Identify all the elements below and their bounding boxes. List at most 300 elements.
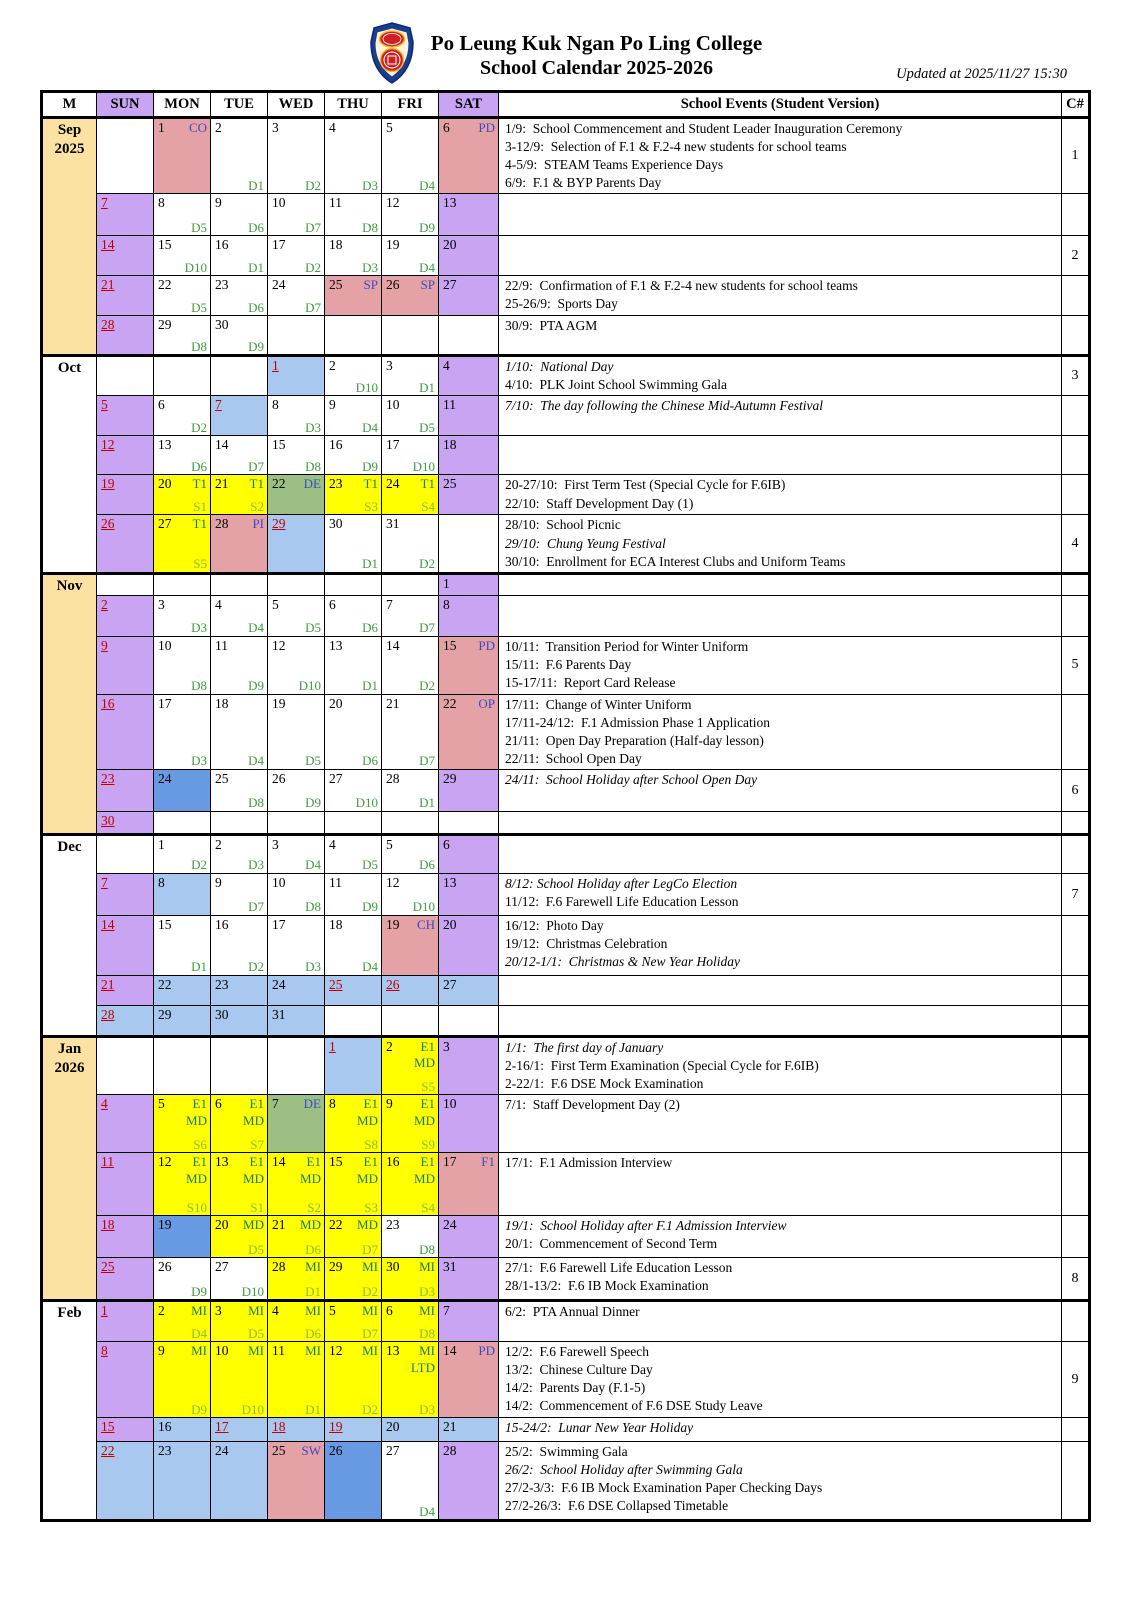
day-number: 7 bbox=[443, 1303, 450, 1319]
day-cell bbox=[211, 316, 268, 356]
exam-code: E1 bbox=[306, 1154, 321, 1170]
day-cell bbox=[325, 1301, 382, 1342]
event-text: 20-27/10: First Term Test (Special Cycle for F.6IB) bbox=[505, 477, 786, 493]
exam-code: E1 bbox=[192, 1096, 207, 1112]
event-code: OP bbox=[478, 695, 495, 711]
cycle-label: D6 bbox=[305, 1241, 321, 1257]
cycle-number-cell bbox=[1062, 194, 1090, 236]
day-cell bbox=[325, 118, 382, 194]
day-number: 12 bbox=[272, 637, 286, 653]
day-codes bbox=[248, 1343, 264, 1359]
day-number: 8 bbox=[443, 596, 450, 612]
column-header-mon: MON bbox=[154, 92, 211, 118]
day-number: 29 bbox=[158, 317, 172, 333]
day-cell bbox=[382, 1095, 439, 1153]
cycle-label: D8 bbox=[305, 899, 321, 915]
day-cell bbox=[97, 1153, 154, 1216]
day-number: 9 bbox=[101, 637, 108, 653]
day-cell bbox=[439, 636, 499, 694]
day-cell bbox=[211, 1153, 268, 1216]
cycle-number-cell: 1 bbox=[1062, 118, 1090, 194]
day-cell bbox=[325, 194, 382, 236]
day-cell bbox=[382, 1301, 439, 1342]
cycle-label: S9 bbox=[421, 1136, 435, 1152]
events-cell bbox=[499, 475, 1062, 515]
day-cell bbox=[439, 573, 499, 595]
day-cell bbox=[154, 835, 211, 874]
day-cell bbox=[154, 770, 211, 812]
day-number: 17 bbox=[272, 917, 286, 933]
day-number: 29 bbox=[272, 516, 286, 532]
events-cell bbox=[499, 595, 1062, 636]
cycle-label: D2 bbox=[305, 259, 321, 275]
day-number: 27 bbox=[329, 771, 343, 787]
day-cell bbox=[439, 356, 499, 396]
cycle-number-cell bbox=[1062, 835, 1090, 874]
event-text: 22/9: Confirmation of F.1 & F.2-4 new students for school teams bbox=[505, 278, 858, 294]
updated-timestamp: Updated at 2025/11/27 15:30 bbox=[896, 66, 1067, 82]
day-number: 17 bbox=[215, 1419, 229, 1435]
event-text: 1/1: The first day of January bbox=[505, 1040, 664, 1056]
cycle-label: D10 bbox=[412, 458, 435, 474]
cycle-number-cell bbox=[1062, 316, 1090, 356]
day-codes bbox=[252, 516, 264, 532]
events-cell bbox=[499, 356, 1062, 396]
day-cell bbox=[382, 573, 439, 595]
day-number: 9 bbox=[215, 195, 222, 211]
cycle-label: D5 bbox=[191, 299, 207, 315]
day-number: 23 bbox=[158, 1443, 172, 1459]
exam-code: MI bbox=[362, 1303, 378, 1319]
day-cell bbox=[268, 636, 325, 694]
events-cell bbox=[499, 1153, 1062, 1216]
day-codes bbox=[186, 1096, 207, 1129]
cycle-label: D3 bbox=[248, 857, 264, 873]
column-header-thu: THU bbox=[325, 92, 382, 118]
day-cell bbox=[439, 1095, 499, 1153]
day-number: 20 bbox=[329, 695, 343, 711]
exam-code: MI bbox=[248, 1343, 264, 1359]
exam-code: E1 bbox=[420, 1039, 435, 1055]
day-number: 6 bbox=[158, 397, 165, 413]
day-cell bbox=[382, 396, 439, 436]
day-number: 31 bbox=[272, 1007, 286, 1023]
day-cell bbox=[325, 770, 382, 812]
event-text: 7/10: The day following the Chinese Mid-Autumn Festival bbox=[505, 398, 823, 414]
column-header-c-: C# bbox=[1062, 92, 1090, 118]
cycle-label: D4 bbox=[248, 753, 264, 769]
day-number: 8 bbox=[158, 875, 165, 891]
cycle-label: D2 bbox=[362, 1401, 378, 1417]
day-cell bbox=[268, 1258, 325, 1301]
exam-code: E1 bbox=[249, 1154, 264, 1170]
day-codes bbox=[417, 917, 435, 933]
event-text: 13/2: Chinese Culture Day bbox=[505, 1362, 653, 1378]
day-number: 21 bbox=[272, 1217, 286, 1233]
cycle-label: D1 bbox=[362, 556, 378, 572]
day-number: 4 bbox=[329, 837, 336, 853]
cycle-number-cell bbox=[1062, 573, 1090, 595]
day-number: 31 bbox=[443, 1259, 457, 1275]
day-cell bbox=[382, 316, 439, 356]
day-number: 11 bbox=[215, 637, 228, 653]
day-cell bbox=[268, 1006, 325, 1037]
day-cell bbox=[325, 573, 382, 595]
cycle-label: D2 bbox=[248, 959, 264, 975]
exam-code: MI bbox=[419, 1343, 435, 1359]
cycle-label: D5 bbox=[248, 1325, 264, 1341]
day-cell bbox=[382, 595, 439, 636]
day-number: 11 bbox=[101, 1154, 114, 1170]
cycle-label: D8 bbox=[191, 678, 207, 694]
cycle-label: S2 bbox=[307, 1199, 321, 1215]
day-cell bbox=[97, 1216, 154, 1258]
day-cell bbox=[97, 194, 154, 236]
day-cell bbox=[382, 194, 439, 236]
cycle-label: D8 bbox=[248, 795, 264, 811]
day-cell bbox=[382, 515, 439, 573]
day-cell bbox=[382, 770, 439, 812]
column-header-fri: FRI bbox=[382, 92, 439, 118]
day-number: 28 bbox=[101, 317, 115, 333]
month-label: Oct bbox=[42, 356, 97, 573]
day-number: 6 bbox=[215, 1096, 222, 1112]
day-cell bbox=[268, 1037, 325, 1095]
day-cell bbox=[382, 236, 439, 276]
day-number: 23 bbox=[386, 1217, 400, 1233]
day-number: 7 bbox=[386, 596, 393, 612]
event-code: PD bbox=[478, 1343, 495, 1359]
day-number: 5 bbox=[272, 596, 279, 612]
cycle-label: D6 bbox=[362, 753, 378, 769]
day-number: 15 bbox=[101, 1419, 115, 1435]
day-number: 30 bbox=[101, 813, 115, 829]
month-label: Feb bbox=[42, 1301, 97, 1521]
day-number: 8 bbox=[329, 1096, 336, 1112]
exam-code: MD bbox=[243, 1217, 264, 1233]
cycle-label: D8 bbox=[305, 458, 321, 474]
event-text: 2-16/1: First Term Examination (Special Cycle for F.6IB) bbox=[505, 1058, 819, 1074]
day-cell bbox=[439, 515, 499, 573]
day-number: 17 bbox=[158, 695, 172, 711]
events-cell bbox=[499, 1301, 1062, 1342]
day-cell bbox=[97, 770, 154, 812]
day-cell bbox=[211, 1442, 268, 1521]
school-name: Po Leung Kuk Ngan Po Ling College bbox=[430, 30, 763, 55]
cycle-label: D2 bbox=[419, 556, 435, 572]
event-code: DE bbox=[303, 1096, 321, 1112]
day-number: 16 bbox=[329, 437, 343, 453]
day-cell bbox=[268, 573, 325, 595]
event-text: 28/1-13/2: F.6 IB Mock Examination bbox=[505, 1278, 709, 1294]
day-cell bbox=[382, 835, 439, 874]
cycle-label: D3 bbox=[191, 620, 207, 636]
day-cell bbox=[97, 276, 154, 316]
day-cell bbox=[154, 1037, 211, 1095]
day-number: 15 bbox=[443, 637, 457, 653]
day-number: 11 bbox=[329, 195, 342, 211]
day-cell bbox=[211, 1418, 268, 1442]
day-number: 7 bbox=[272, 1096, 279, 1112]
day-cell bbox=[439, 835, 499, 874]
exam-code: MD bbox=[300, 1217, 321, 1233]
day-cell bbox=[382, 118, 439, 194]
day-cell bbox=[97, 436, 154, 475]
day-codes bbox=[243, 1154, 264, 1187]
cycle-label: D3 bbox=[191, 753, 207, 769]
cycle-label: S5 bbox=[193, 556, 207, 572]
month-label: Nov bbox=[42, 573, 97, 834]
cycle-label: D4 bbox=[419, 1503, 435, 1519]
day-cell bbox=[154, 595, 211, 636]
day-number: 14 bbox=[101, 917, 115, 933]
day-cell bbox=[211, 1095, 268, 1153]
exam-code: MD bbox=[357, 1112, 378, 1128]
day-number: 19 bbox=[158, 1217, 172, 1233]
day-number: 13 bbox=[329, 637, 343, 653]
day-number: 19 bbox=[101, 476, 115, 492]
day-cell bbox=[211, 515, 268, 573]
cycle-label: S4 bbox=[421, 1199, 435, 1215]
cycle-number-cell bbox=[1062, 1216, 1090, 1258]
day-codes bbox=[304, 1096, 321, 1112]
cycle-number-cell: 2 bbox=[1062, 236, 1090, 276]
column-header-wed: WED bbox=[268, 92, 325, 118]
day-cell bbox=[382, 436, 439, 475]
events-cell bbox=[499, 812, 1062, 835]
cycle-number-cell bbox=[1062, 396, 1090, 436]
events-cell bbox=[499, 694, 1062, 769]
day-cell bbox=[154, 356, 211, 396]
day-cell bbox=[382, 356, 439, 396]
day-cell bbox=[211, 770, 268, 812]
event-text: 19/12: Christmas Celebration bbox=[505, 936, 668, 952]
day-cell bbox=[325, 1342, 382, 1418]
exam-code: MI bbox=[362, 1259, 378, 1275]
day-number: 4 bbox=[101, 1096, 108, 1112]
day-cell bbox=[325, 1037, 382, 1095]
event-text: 16/12: Photo Day bbox=[505, 918, 604, 934]
day-cell bbox=[211, 573, 268, 595]
day-number: 22 bbox=[443, 695, 457, 711]
day-cell bbox=[97, 1342, 154, 1418]
day-cell bbox=[382, 812, 439, 835]
day-codes bbox=[302, 1443, 322, 1459]
event-code: DE bbox=[303, 476, 321, 492]
cycle-label: S3 bbox=[364, 498, 378, 514]
day-cell bbox=[97, 835, 154, 874]
day-cell bbox=[439, 694, 499, 769]
cycle-label: D3 bbox=[362, 177, 378, 193]
day-number: 26 bbox=[101, 516, 115, 532]
day-number: 16 bbox=[158, 1419, 172, 1435]
day-cell bbox=[211, 236, 268, 276]
day-number: 22 bbox=[329, 1217, 343, 1233]
cycle-label: D7 bbox=[419, 753, 435, 769]
day-number: 16 bbox=[215, 237, 229, 253]
day-codes bbox=[419, 1303, 435, 1319]
day-number: 2 bbox=[101, 596, 108, 612]
exam-code: E1 bbox=[249, 1096, 264, 1112]
events-cell bbox=[499, 118, 1062, 194]
cycle-label: D5 bbox=[248, 1241, 264, 1257]
day-cell bbox=[268, 1153, 325, 1216]
day-number: 12 bbox=[101, 437, 115, 453]
day-cell bbox=[325, 316, 382, 356]
cycle-label: D1 bbox=[248, 177, 264, 193]
exam-code: E1 bbox=[420, 1096, 435, 1112]
events-cell bbox=[499, 1442, 1062, 1521]
cycle-number-cell: 7 bbox=[1062, 874, 1090, 916]
day-number: 30 bbox=[215, 1007, 229, 1023]
day-cell bbox=[154, 475, 211, 515]
cycle-label: D7 bbox=[419, 620, 435, 636]
day-cell bbox=[154, 1153, 211, 1216]
day-number: 9 bbox=[158, 1343, 165, 1359]
day-cell bbox=[268, 356, 325, 396]
cycle-label: D5 bbox=[191, 219, 207, 235]
day-codes bbox=[364, 277, 378, 293]
day-cell bbox=[439, 1342, 499, 1418]
events-cell bbox=[499, 194, 1062, 236]
day-cell bbox=[97, 1037, 154, 1095]
event-text: 17/11-24/12: F.1 Admission Phase 1 Application bbox=[505, 714, 771, 730]
day-number: 30 bbox=[386, 1259, 400, 1275]
exam-code: MD bbox=[243, 1170, 264, 1186]
day-number: 24 bbox=[443, 1217, 457, 1233]
day-cell bbox=[154, 236, 211, 276]
day-number: 8 bbox=[272, 397, 279, 413]
day-cell bbox=[325, 1258, 382, 1301]
day-cell bbox=[268, 194, 325, 236]
day-cell bbox=[325, 1442, 382, 1521]
day-cell bbox=[211, 812, 268, 835]
event-code: PI bbox=[252, 516, 264, 532]
day-codes bbox=[243, 1217, 264, 1233]
exam-code: MI bbox=[191, 1343, 207, 1359]
event-text: 15/11: F.6 Parents Day bbox=[505, 656, 632, 672]
day-cell bbox=[382, 874, 439, 916]
day-number: 1 bbox=[158, 120, 165, 135]
day-cell bbox=[382, 1216, 439, 1258]
exam-code: MD bbox=[186, 1112, 207, 1128]
day-cell bbox=[154, 194, 211, 236]
day-number: 22 bbox=[158, 977, 172, 993]
cycle-label: D7 bbox=[305, 219, 321, 235]
day-number: 14 bbox=[443, 1343, 457, 1359]
cycle-label: D9 bbox=[419, 219, 435, 235]
exam-code: LTD bbox=[410, 1359, 435, 1375]
cycle-number-cell bbox=[1062, 1037, 1090, 1095]
event-code: SP bbox=[420, 277, 435, 293]
day-number: 19 bbox=[386, 237, 400, 253]
day-codes bbox=[357, 1217, 378, 1233]
day-number: 5 bbox=[101, 397, 108, 413]
cycle-label: D4 bbox=[305, 857, 321, 873]
cycle-number-cell bbox=[1062, 595, 1090, 636]
day-cell bbox=[154, 874, 211, 916]
day-cell bbox=[97, 916, 154, 976]
day-number: 8 bbox=[158, 195, 165, 211]
day-number: 23 bbox=[215, 277, 229, 293]
day-cell bbox=[268, 874, 325, 916]
day-codes bbox=[357, 1096, 378, 1129]
day-cell bbox=[268, 835, 325, 874]
day-number: 19 bbox=[329, 1419, 343, 1435]
cycle-label: D9 bbox=[248, 678, 264, 694]
day-number: 4 bbox=[329, 120, 336, 135]
event-text: 8/12: School Holiday after LegCo Election bbox=[505, 876, 738, 892]
day-cell bbox=[268, 396, 325, 436]
exam-code: MI bbox=[248, 1303, 264, 1319]
day-cell bbox=[211, 1342, 268, 1418]
cycle-label: D4 bbox=[248, 620, 264, 636]
cycle-number-cell bbox=[1062, 436, 1090, 475]
cycle-label: D10 bbox=[412, 899, 435, 915]
day-cell bbox=[97, 356, 154, 396]
day-cell bbox=[439, 1301, 499, 1342]
day-number: 28 bbox=[215, 516, 229, 532]
exam-code: T1 bbox=[249, 476, 264, 492]
day-codes bbox=[414, 1096, 435, 1129]
cycle-label: D4 bbox=[362, 959, 378, 975]
day-cell bbox=[211, 636, 268, 694]
event-text: 25-26/9: Sports Day bbox=[505, 296, 618, 312]
cycle-label: D1 bbox=[305, 1283, 321, 1299]
cycle-label: D8 bbox=[362, 219, 378, 235]
day-number: 23 bbox=[101, 771, 115, 787]
day-number: 11 bbox=[272, 1343, 285, 1359]
day-cell bbox=[382, 276, 439, 316]
day-number: 30 bbox=[215, 317, 229, 333]
cycle-label: D8 bbox=[419, 1325, 435, 1341]
cycle-label: D7 bbox=[305, 299, 321, 315]
day-cell bbox=[268, 1216, 325, 1258]
day-cell bbox=[211, 595, 268, 636]
cycle-label: S2 bbox=[250, 498, 264, 514]
cycle-label: D2 bbox=[362, 1283, 378, 1299]
cycle-number-cell: 9 bbox=[1062, 1342, 1090, 1418]
day-cell bbox=[268, 515, 325, 573]
day-cell bbox=[268, 1301, 325, 1342]
day-number: 11 bbox=[329, 875, 342, 891]
event-text: 19/1: School Holiday after F.1 Admission Interview bbox=[505, 1218, 787, 1234]
day-cell bbox=[382, 976, 439, 1006]
events-cell bbox=[499, 976, 1062, 1006]
event-text: 17/11: Change of Winter Uniform bbox=[505, 696, 692, 712]
cycle-number-cell bbox=[1062, 1301, 1090, 1342]
day-number: 2 bbox=[215, 837, 222, 853]
day-cell bbox=[382, 475, 439, 515]
day-number: 20 bbox=[386, 1419, 400, 1435]
day-cell bbox=[382, 916, 439, 976]
day-number: 13 bbox=[215, 1154, 229, 1170]
cycle-label: D2 bbox=[191, 419, 207, 435]
events-cell bbox=[499, 1342, 1062, 1418]
day-number: 25 bbox=[101, 1259, 115, 1275]
day-number: 4 bbox=[443, 358, 450, 374]
day-cell bbox=[325, 1418, 382, 1442]
day-number: 15 bbox=[158, 237, 172, 253]
cycle-label: D10 bbox=[184, 259, 207, 275]
day-cell bbox=[97, 1006, 154, 1037]
calendar-title: School Calendar 2025-2026 bbox=[480, 57, 713, 80]
events-cell bbox=[499, 1216, 1062, 1258]
day-cell bbox=[439, 770, 499, 812]
day-number: 2 bbox=[158, 1303, 165, 1319]
exam-code: MD bbox=[414, 1170, 435, 1186]
day-cell bbox=[268, 1095, 325, 1153]
